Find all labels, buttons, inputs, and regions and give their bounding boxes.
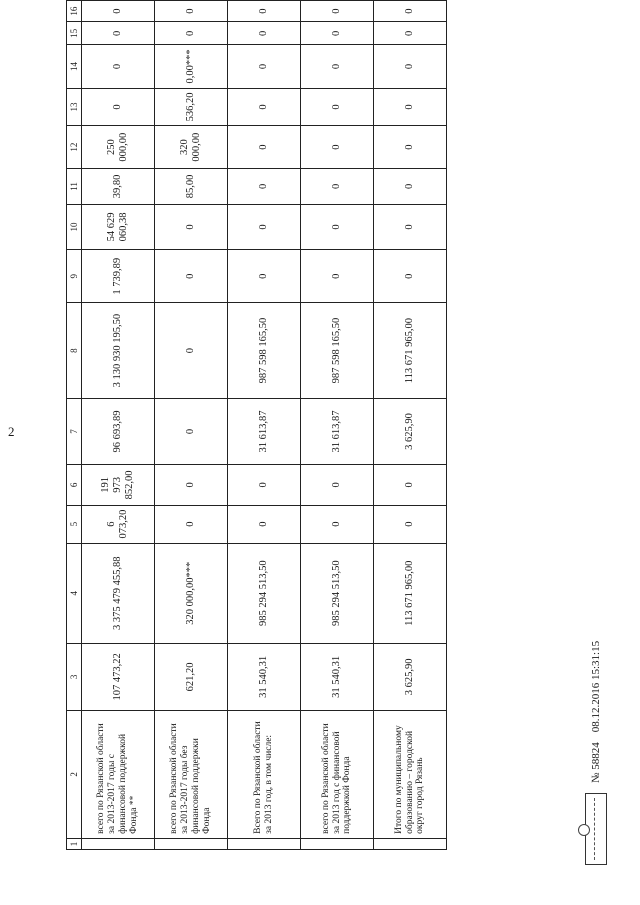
table-cell: 0 [301, 505, 374, 543]
column-number: 4 [67, 543, 82, 643]
column-number: 9 [67, 249, 82, 302]
doc-number: № 58824 [590, 742, 602, 783]
table-cell [374, 838, 447, 849]
table-row [82, 1, 155, 850]
table-cell: 985 294 513,50 [301, 543, 374, 643]
table-cell: 0 [374, 88, 447, 126]
table-cell: 31 540,31 [228, 643, 301, 710]
column-number: 14 [67, 45, 82, 88]
table-cell: 0 [374, 505, 447, 543]
column-number: 10 [67, 204, 82, 249]
table-cell: 0 [228, 88, 301, 126]
page-number: 2 [8, 424, 15, 439]
table-row [301, 1, 374, 850]
row-label: Итого по муниципальному образованию – городской округ город Рязань [374, 710, 447, 838]
table-cell: 0 [301, 126, 374, 168]
table-cell: 191 973 852,00 [82, 465, 155, 506]
table-cell: 113 671 965,00 [374, 303, 447, 398]
column-number: 11 [67, 168, 82, 204]
table-cell: 31 613,87 [228, 398, 301, 464]
table-cell: 0 [82, 88, 155, 126]
stamp-logo-icon [585, 793, 607, 865]
table-cell: 0 [374, 126, 447, 168]
table-cell: 0 [228, 168, 301, 204]
table-cell: 0 [82, 22, 155, 45]
table-cell: 621,20 [155, 643, 228, 710]
table-cell [82, 838, 155, 849]
table-cell: 0 [155, 249, 228, 302]
table-cell: 0 [155, 204, 228, 249]
table-cell: 0 [374, 249, 447, 302]
table-cell: 0 [82, 45, 155, 88]
table-cell: 0 [374, 168, 447, 204]
table-cell: 3 625,90 [374, 398, 447, 464]
table-cell: 39,80 [82, 168, 155, 204]
row-label: всего по Рязанской области за 2013-2017 годы без финансовой поддержки Фонда [155, 710, 228, 838]
row-label: Всего по Рязанской области за 2013 год, в том числе: [228, 710, 301, 838]
table-cell: 96 693,89 [82, 398, 155, 464]
column-number: 8 [67, 303, 82, 398]
data-table [66, 0, 447, 850]
column-number: 13 [67, 88, 82, 126]
column-number: 12 [67, 126, 82, 168]
column-number: 16 [67, 1, 82, 22]
table-cell: 85,00 [155, 168, 228, 204]
table-cell: 536,20 [155, 88, 228, 126]
table-cell: 0 [228, 22, 301, 45]
table-cell: 0,00*** [155, 45, 228, 88]
table-cell: 0 [374, 22, 447, 45]
table-cell: 3 625,90 [374, 643, 447, 710]
table-cell: 0 [155, 465, 228, 506]
table-cell: 31 613,87 [301, 398, 374, 464]
table-cell: 320 000,00 [155, 126, 228, 168]
table-cell: 0 [228, 45, 301, 88]
table-cell: 987 598 165,50 [228, 303, 301, 398]
column-number: 15 [67, 22, 82, 45]
table-row [228, 1, 301, 850]
header-row [67, 1, 82, 850]
table-row [374, 1, 447, 850]
table-cell [301, 838, 374, 849]
table-cell [155, 838, 228, 849]
table-cell [228, 838, 301, 849]
document-stamp [585, 641, 607, 865]
table-cell: 0 [301, 168, 374, 204]
table-cell: 107 473,22 [82, 643, 155, 710]
column-number: 3 [67, 643, 82, 710]
table-cell: 0 [301, 204, 374, 249]
table-cell: 54 629 060,38 [82, 204, 155, 249]
table-cell: 31 540,31 [301, 643, 374, 710]
table-cell: 0 [155, 303, 228, 398]
table-cell: 0 [374, 45, 447, 88]
table-cell: 6 073,20 [82, 505, 155, 543]
table-cell: 0 [228, 249, 301, 302]
table-cell: 0 [155, 505, 228, 543]
table-cell: 320 000,00*** [155, 543, 228, 643]
table-cell: 0 [301, 22, 374, 45]
table-cell: 0 [301, 88, 374, 126]
table-row [155, 1, 228, 850]
table-cell: 0 [301, 45, 374, 88]
table-cell: 0 [155, 398, 228, 464]
table-cell: 250 000,00 [82, 126, 155, 168]
table-cell: 0 [155, 1, 228, 22]
doc-timestamp: 08.12.2016 15:31:15 [590, 640, 602, 733]
table-cell: 0 [155, 22, 228, 45]
column-number: 6 [67, 465, 82, 506]
table-cell: 0 [228, 505, 301, 543]
row-label: всего по Рязанской области за 2013 год с финансовой поддержкой Фонда [301, 710, 374, 838]
table-cell: 0 [228, 204, 301, 249]
table-cell: 113 671 965,00 [374, 543, 447, 643]
table-cell: 0 [82, 1, 155, 22]
row-label: всего по Рязанской области за 2013-2017 годы с финансовой поддержкой Фонда ** [82, 710, 155, 838]
table-cell: 987 598 165,50 [301, 303, 374, 398]
table-cell: 0 [301, 249, 374, 302]
table-cell: 0 [228, 126, 301, 168]
table-cell: 0 [374, 465, 447, 506]
table-cell: 1 739,89 [82, 249, 155, 302]
table-cell: 0 [301, 1, 374, 22]
table-cell: 0 [374, 1, 447, 22]
column-number: 5 [67, 505, 82, 543]
table-cell: 3 375 479 455,88 [82, 543, 155, 643]
column-number: 7 [67, 398, 82, 464]
column-number: 2 [67, 710, 82, 838]
table-cell: 0 [374, 204, 447, 249]
column-number: 1 [67, 838, 82, 849]
table-cell: 985 294 513,50 [228, 543, 301, 643]
table-cell: 0 [301, 465, 374, 506]
table-cell: 3 130 930 195,50 [82, 303, 155, 398]
table-cell: 0 [228, 465, 301, 506]
table-cell: 0 [228, 1, 301, 22]
